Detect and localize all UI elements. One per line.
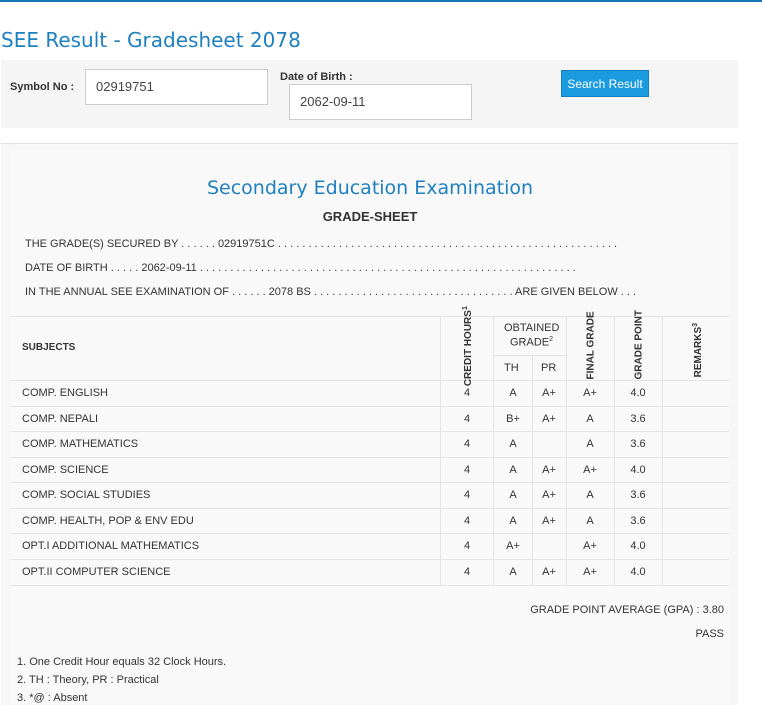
final-grade-cell: A+: [583, 387, 597, 399]
subject-cell: OPT.II COMPUTER SCIENCE: [22, 566, 171, 578]
grade-header: GRADE$^2$: [510, 336, 554, 349]
final-grade-cell: A: [586, 438, 594, 450]
note-theory-practical: 2. TH : Theory, PR : Practical: [17, 674, 159, 686]
grade-point-cell: 3.6: [630, 515, 646, 527]
page-title: SEE Result - Gradesheet 2078: [1, 28, 301, 52]
search-result-button[interactable]: Search Result: [561, 70, 649, 97]
grade-secured-line: THE GRADE(S) SECURED BY . . . . . . 02919751C . . . . . . . . . . . . . . . . . . . . . . . . . . . . . . . . . . . . . . . . . . . . . . . . . . . . . . . .: [25, 238, 618, 250]
grade-point-cell: 3.6: [630, 413, 646, 425]
th-cell: A+: [506, 540, 520, 552]
dob-line: DATE OF BIRTH . . . . . 2062-09-11 . . . . . . . . . . . . . . . . . . . . . . . . . . . . . . . . . . . . . . . . . . . . . . . . . . . . . . . . . . . . . .: [25, 262, 576, 274]
pr-cell: A+: [542, 489, 556, 501]
grade-subheader-line: [493, 355, 566, 356]
gradesheet: [11, 150, 729, 704]
subject-cell: COMP. SCIENCE: [22, 464, 109, 476]
obtained-header: OBTAINED: [504, 322, 560, 334]
credit-cell: 4: [463, 387, 471, 399]
credit-cell: 4: [463, 464, 471, 476]
grade-point-cell: 3.6: [630, 438, 646, 450]
dob-label: Date of Birth :: [280, 71, 353, 83]
th-header: TH: [504, 362, 519, 374]
symbol-label: Symbol No :: [10, 81, 75, 93]
credit-hours-header: CREDIT HOURS$^1$: [461, 306, 475, 387]
pr-cell: A+: [542, 566, 556, 578]
subject-cell: COMP. HEALTH, POP & ENV EDU: [22, 515, 194, 527]
remarks-header: REMARKS$^3$: [691, 322, 705, 378]
final-grade-cell: A: [586, 413, 594, 425]
th-cell: A: [509, 515, 517, 527]
credit-cell: 4: [463, 566, 471, 578]
note-absent: 3. *@ : Absent: [17, 692, 88, 704]
grade-point-header: GRADE POINT: [633, 310, 645, 380]
gpa-text: GRADE POINT AVERAGE (GPA) : 3.80: [530, 604, 724, 616]
result-status: PASS: [695, 628, 724, 640]
exam-line: IN THE ANNUAL SEE EXAMINATION OF . . . . . . 2078 BS . . . . . . . . . . . . . . . . . . . . . . . . . . . . . . . . . ARE GIVEN BELOW . . .: [25, 286, 637, 298]
pr-header: PR: [541, 362, 557, 374]
subjects-header: SUBJECTS: [22, 342, 76, 353]
subject-cell: OPT.I ADDITIONAL MATHEMATICS: [22, 540, 200, 552]
final-grade-cell: A+: [583, 566, 597, 578]
gradesheet-title: GRADE-SHEET: [322, 209, 418, 224]
th-cell: B+: [506, 413, 520, 425]
symbol-input[interactable]: 02919751: [85, 69, 268, 105]
table-border-top: [11, 316, 729, 317]
dob-input[interactable]: 2062-09-11: [289, 84, 472, 120]
subject-cell: COMP. SOCIAL STUDIES: [22, 489, 151, 501]
grade-point-cell: 4.0: [630, 540, 646, 552]
th-cell: A: [509, 464, 517, 476]
top-accent-line: [0, 0, 762, 2]
th-cell: A: [509, 438, 517, 450]
pr-cell: A+: [542, 387, 556, 399]
th-cell: A: [509, 566, 517, 578]
final-grade-header: FINAL GRADE: [585, 311, 597, 380]
table-header-bottom: [11, 380, 729, 381]
final-grade-cell: A+: [583, 464, 597, 476]
final-grade-cell: A: [586, 489, 594, 501]
grade-point-cell: 3.6: [630, 489, 646, 501]
th-cell: A: [509, 387, 517, 399]
grade-point-cell: 4.0: [630, 387, 646, 399]
credit-cell: 4: [463, 489, 471, 501]
subject-cell: COMP. NEPALI: [22, 413, 99, 425]
credit-cell: 4: [463, 515, 471, 527]
exam-title: Secondary Education Examination: [206, 177, 534, 199]
grade-point-cell: 4.0: [630, 464, 646, 476]
th-cell: A: [509, 489, 517, 501]
final-grade-cell: A: [586, 515, 594, 527]
subject-cell: COMP. MATHEMATICS: [22, 438, 139, 450]
table-border-bottom: [11, 585, 729, 586]
credit-cell: 4: [463, 540, 471, 552]
pr-cell: A+: [542, 515, 556, 527]
subject-cell: COMP. ENGLISH: [22, 387, 108, 399]
credit-cell: 4: [463, 413, 471, 425]
pr-cell: A+: [542, 413, 556, 425]
note-credit-hour: 1. One Credit Hour equals 32 Clock Hours.: [17, 656, 227, 668]
final-grade-cell: A+: [583, 540, 597, 552]
grade-point-cell: 4.0: [630, 566, 646, 578]
credit-cell: 4: [463, 438, 471, 450]
pr-cell: A+: [542, 464, 556, 476]
